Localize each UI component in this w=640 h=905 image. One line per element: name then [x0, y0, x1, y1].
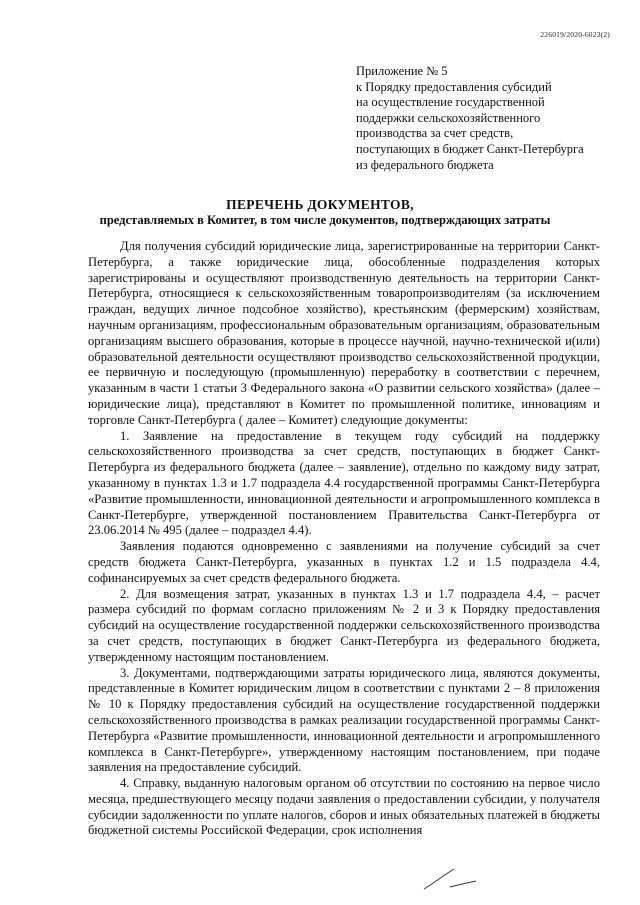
item-1-note-paragraph: Заявления подаются одновременно с заявлениями на получение субсидий за счет средств бюджета Санкт-Петербурга, указанных в пунктах 1.2 и 1.5 подраздела 4.4, софинансируемых за счет средств федерального бюджета. [88, 539, 600, 585]
appendix-line: из федерального бюджета [356, 157, 494, 172]
appendix-line: на осуществление государственной [356, 95, 545, 110]
document-title: ПЕРЕЧЕНЬ ДОКУМЕНТОВ, [226, 197, 414, 212]
intro-paragraph: Для получения субсидий юридические лица, зарегистрированные на территории Санкт-Петербурга, а также юридические лица, обособленные подразделения которых зарегистрированы и осуществляют производственную деятельность на территории Санкт-Петербурга, относящиеся к сельскохозяйственным товаропроизводителям (за исключением граждан, ведущих личное подсобное хозяйство), крестьянским (фермерским) хозяйствам, научным организациям, профессиональным образовательным организациям, образовательным организациям высшего образования, которые в процессе научной, научно-технической и(или) образовательной деятельности осуществляют производство сельскохозяйственной продукции, ее первичную и последующую (промышленную) переработку в соответствии с перечнем, указанным в части 1 статьи 3 Федерального закона «О развитии сельского хозяйства» (далее – юридические лица), представляют в Комитет по промышленной политике, инновациям и торговле Санкт-Петербурга ( далее – Комитет) следующие документы: [88, 239, 600, 427]
document-number: 226019/2020-6023(2) [540, 30, 610, 39]
appendix-line: поддержки сельскохозяйственного [356, 110, 541, 125]
item-1-paragraph: 1. Заявление на предоставление в текущем году субсидий на поддержку сельскохозяйственного производства за счет средств, поступающих в бюджет Санкт-Петербурга из федерального бюджета (далее – заявление), отдельно по каждому виду затрат, указанному в пунктах 1.3 и 1.7 подраздела 4.4 государственной программы Санкт-Петербурга «Развитие промышленности, инновационной деятельности и агропромышленного комплекса в Санкт-Петербурге, утвержденной постановлением Правительства Санкт-Петербурга от 23.06.2014 № 495 (далее – подраздел 4.4). [88, 428, 600, 538]
appendix-line: к Порядку предоставления субсидий [356, 79, 552, 94]
signature-mark [420, 863, 480, 893]
appendix-line: поступающих в бюджет Санкт-Петербурга [356, 141, 584, 156]
document-body [88, 239, 600, 839]
appendix-header [356, 64, 626, 173]
item-4-paragraph: 4. Справку, выданную налоговым органом об отсутствии по состоянию на первое число месяца, предшествующего месяцу подачи заявления о предоставлении субсидии, у получателя субсидии задолженности по уплате налогов, сборов и иных обязательных платежей в бюджеты бюджетной системы Российской Федерации, срок исполнения [88, 776, 600, 838]
appendix-line: Приложение № 5 [356, 64, 448, 78]
item-3-paragraph: 3. Документами, подтверждающими затраты юридического лица, являются документы, представленные в Комитет юридическим лицом в соответствии с пунктами 2 – 8 приложения № 10 к Порядку предоставления субсидий на осуществление государственной поддержки сельскохозяйственного производства в рамках реализации государственной программы Санкт-Петербурга «Развитие промышленности, инновационной деятельности и агропромышленного комплекса в Санкт-Петербурге», утвержденному настоящим постановлением, при подаче заявления на предоставление субсидий. [88, 665, 600, 775]
document-subtitle: представляемых в Комитет, в том числе документов, подтверждающих затраты [99, 213, 551, 227]
appendix-line: производства за счет средств, [356, 126, 514, 141]
item-2-paragraph: 2. Для возмещения затрат, указанных в пунктах 1.3 и 1.7 подраздела 4.4, – расчет размера субсидий по формам согласно приложениям № 2 и 3 к Порядку предоставления субсидий на осуществление государственной поддержки сельскохозяйственного производства за счет средств, поступающих в бюджет Санкт-Петербурга из федерального бюджета, утвержденному настоящим постановлением. [88, 586, 600, 664]
